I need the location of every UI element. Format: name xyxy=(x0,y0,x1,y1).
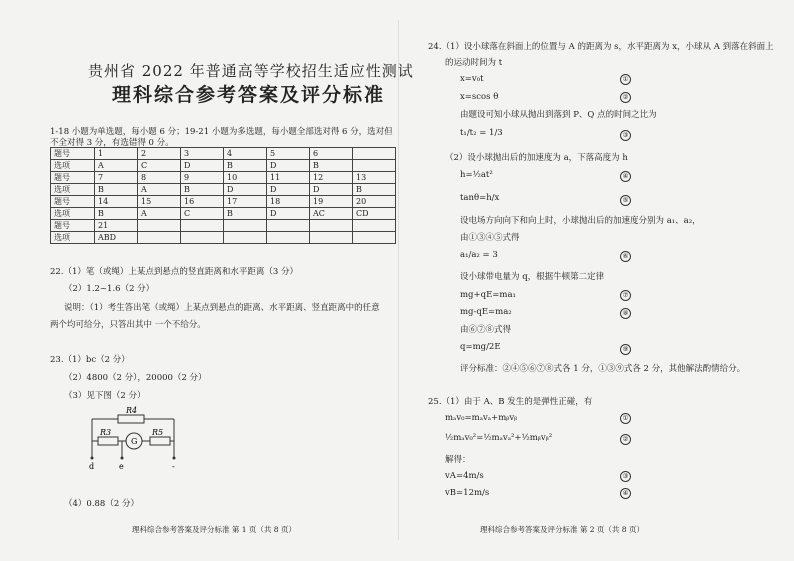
answer-table-cell: AC xyxy=(310,208,353,220)
score-standard: 评分标准：②④⑤⑥⑦⑧式各 1 分，①③⑨式各 2 分，其他解法酌情给分。 xyxy=(460,364,746,374)
answer-table-cell: CD xyxy=(353,208,396,220)
answer-table-cell xyxy=(138,232,181,244)
answer-table-cell: 20 xyxy=(353,196,396,208)
q23-part3: （3）见下图（2 分） xyxy=(64,391,146,401)
answer-table-row xyxy=(51,232,396,244)
answer-table-cell xyxy=(138,220,181,232)
q22-note-line1: 说明：（1）考生答出笔（或绳）上某点到悬点的距离、水平距离、竖直距离中的任意 xyxy=(64,303,380,313)
text-1: 由题设可知小球从抛出到落到 P、Q 点的时间之比为 xyxy=(460,110,657,120)
answer-table-cell: 16 xyxy=(181,196,224,208)
eq-4: h=½at² xyxy=(460,170,493,180)
answer-table-header-cell: 选项 xyxy=(51,184,95,196)
label-r5: R5 xyxy=(152,428,164,437)
answer-table-cell: 21 xyxy=(95,220,138,232)
answer-table-row xyxy=(51,172,396,184)
eq-5: tanθ=h/x xyxy=(460,193,500,203)
answer-table-cell: 13 xyxy=(353,172,396,184)
eq-6: a₁/a₂ = 3 xyxy=(460,250,498,260)
answer-table-cell: 11 xyxy=(267,172,310,184)
mark-5: ⑤ xyxy=(620,195,631,206)
text-4: 设小球带电量为 q，根据牛顿第二定律 xyxy=(460,272,605,282)
answer-table-header-cell: 题号 xyxy=(51,196,95,208)
answer-table-cell: C xyxy=(181,208,224,220)
answer-table-cell: D xyxy=(267,160,310,172)
q23-part2: （2）4800（2 分），20000（2 分） xyxy=(64,373,207,383)
answer-table-header-cell: 选项 xyxy=(51,160,95,172)
text-3: 由①③④⑤式得 xyxy=(460,233,520,243)
answer-table-cell: 8 xyxy=(138,172,181,184)
eq-3: t₁/t₂ = 1/3 xyxy=(460,128,503,138)
eq-7: mg+qE=ma₁ xyxy=(460,290,516,300)
answer-table-cell xyxy=(310,232,353,244)
answer-table-cell: 1 xyxy=(95,148,138,160)
label-r3: R3 xyxy=(100,428,112,437)
label-minus: - xyxy=(172,462,175,471)
answer-table-cell: D xyxy=(267,184,310,196)
label-g: G xyxy=(131,437,138,446)
q22-note-line2: 两个均可给分，只答出其中 一个不给分。 xyxy=(50,320,206,330)
answer-table-cell: 15 xyxy=(138,196,181,208)
answer-table-cell: B xyxy=(181,184,224,196)
mark-6: ⑥ xyxy=(620,251,631,262)
answer-table-header-cell: 题号 xyxy=(51,148,95,160)
eq-8: mg-qE=ma₂ xyxy=(460,307,512,317)
doc-title: 理科综合参考答案及评分标准 xyxy=(112,84,386,106)
eq-9: q=mg/2E xyxy=(460,342,501,352)
answer-table-row xyxy=(51,184,396,196)
mark-1: ① xyxy=(620,74,631,85)
answer-table-cell: A xyxy=(138,208,181,220)
answer-table-cell: 18 xyxy=(267,196,310,208)
answer-table-cell: 2 xyxy=(138,148,181,160)
terminal-e xyxy=(121,457,124,460)
answer-table-cell: 10 xyxy=(224,172,267,184)
answer-table-cell xyxy=(224,232,267,244)
text-6: 解得： xyxy=(445,455,471,465)
answer-table-row xyxy=(51,220,396,232)
answer-table-cell: D xyxy=(181,160,224,172)
eq-12: vA=4m/s xyxy=(445,471,484,481)
answer-table-cell xyxy=(181,220,224,232)
mark-25-1: ① xyxy=(620,413,631,424)
mark-8: ⑧ xyxy=(620,308,631,319)
answer-table-cell: D xyxy=(310,184,353,196)
answer-table-cell: 17 xyxy=(224,196,267,208)
answer-table-cell: 12 xyxy=(310,172,353,184)
answer-table-cell: 6 xyxy=(310,148,353,160)
answer-table-cell: B xyxy=(95,208,138,220)
mark-25-3: ③ xyxy=(620,471,631,482)
answer-table-cell: B xyxy=(224,160,267,172)
answer-table-header-cell: 题号 xyxy=(51,220,95,232)
q24-head-1: 24.（1）设小球落在斜面上的位置与 A 的距离为 s，水平距离为 x，小球从 A 到落在斜面上 xyxy=(428,42,774,52)
answer-table-cell: 9 xyxy=(181,172,224,184)
q23-part4: （4）0.88（2 分） xyxy=(64,499,139,509)
intro-line-1: 1-18 小题为单选题，每小题 6 分；19-21 小题为多选题，每小题全部选对得 6 分，选对但 xyxy=(50,127,393,137)
answer-table-cell xyxy=(353,148,396,160)
q24-head-2: 的运动时间为 t xyxy=(445,58,503,68)
label-d: d xyxy=(89,462,95,471)
footer-page-1: 理科综合参考答案及评分标准 第 1 页（共 8 页） xyxy=(132,525,296,534)
answer-table-row xyxy=(51,196,396,208)
answer-table-cell xyxy=(267,232,310,244)
mark-4: ④ xyxy=(620,171,631,182)
eq-2: x=scos θ xyxy=(460,92,499,102)
q23-part1: 23.（1）bc（2 分） xyxy=(50,355,130,365)
answer-table-cell xyxy=(267,220,310,232)
q25-head: 25.（1）由于 A、B 发生的是弹性正碰，有 xyxy=(428,397,593,407)
text-2: 设电场方向向下和向上时，小球抛出后的加速度分别为 a₁、a₂， xyxy=(460,216,701,226)
mark-2: ② xyxy=(620,92,631,103)
text-5: 由⑥⑦⑧式得 xyxy=(460,325,512,335)
mark-25-2: ② xyxy=(620,434,631,445)
circuit-diagram xyxy=(80,405,190,475)
answer-table xyxy=(50,147,396,244)
answer-table-cell: 19 xyxy=(310,196,353,208)
answer-table-row xyxy=(51,208,396,220)
terminal-d xyxy=(91,457,94,460)
mark-7: ⑦ xyxy=(620,290,631,301)
mark-3: ③ xyxy=(620,130,631,141)
exam-title: 贵州省 2022 年普通高等学校招生适应性测试 xyxy=(88,62,414,80)
eq-10: mₐv₀=mₐvₐ+mᵦvᵦ xyxy=(445,413,518,423)
mark-25-4: ④ xyxy=(620,488,631,499)
answer-table-cell: ABD xyxy=(95,232,138,244)
answer-table-row xyxy=(51,148,396,160)
answer-table-cell: 7 xyxy=(95,172,138,184)
answer-table-cell xyxy=(353,160,396,172)
answer-table-cell: B xyxy=(310,160,353,172)
answer-table-cell: 4 xyxy=(224,148,267,160)
eq-11: ½mₐv₀²=½mₐvₐ²+½mᵦvᵦ² xyxy=(445,433,553,443)
answer-table-cell xyxy=(181,232,224,244)
label-r4: R4 xyxy=(126,406,138,415)
answer-table-cell: 3 xyxy=(181,148,224,160)
answer-table-cell xyxy=(310,220,353,232)
eq-1: x=v₀t xyxy=(460,74,484,84)
mark-9: ⑨ xyxy=(620,344,631,355)
answer-table-cell: A xyxy=(138,184,181,196)
answer-table-cell: B xyxy=(224,208,267,220)
answer-table-cell: B xyxy=(353,184,396,196)
answer-table-cell: 14 xyxy=(95,196,138,208)
footer-page-2: 理科综合参考答案及评分标准 第 2 页（共 8 页） xyxy=(480,525,644,534)
answer-table-header-cell: 题号 xyxy=(51,172,95,184)
answer-table-cell: D xyxy=(267,208,310,220)
q24-part2: （2）设小球抛出后的加速度为 a，下落高度为 h xyxy=(445,153,628,163)
eq-13: vB=12m/s xyxy=(445,488,490,498)
answer-table-row xyxy=(51,160,396,172)
answer-table-cell xyxy=(353,220,396,232)
answer-table-header-cell: 选项 xyxy=(51,208,95,220)
answer-table-cell: A xyxy=(95,160,138,172)
answer-table-cell xyxy=(353,232,396,244)
answer-table-header-cell: 选项 xyxy=(51,232,95,244)
answer-table-cell: D xyxy=(224,184,267,196)
intro-line-2: 不全对得 3 分，有选错得 0 分。 xyxy=(50,138,174,148)
terminal-minus xyxy=(173,457,176,460)
answer-table-cell: 5 xyxy=(267,148,310,160)
q22-part2: （2）1.2~1.6（2 分） xyxy=(64,284,155,294)
label-e: e xyxy=(119,462,124,471)
q22-part1: 22.（1）笔（或绳）上某点到悬点的竖直距离和水平距离（3 分） xyxy=(50,267,299,277)
answer-table-cell xyxy=(224,220,267,232)
page-divider xyxy=(398,20,399,540)
answer-table-cell: C xyxy=(138,160,181,172)
answer-table-cell: B xyxy=(95,184,138,196)
